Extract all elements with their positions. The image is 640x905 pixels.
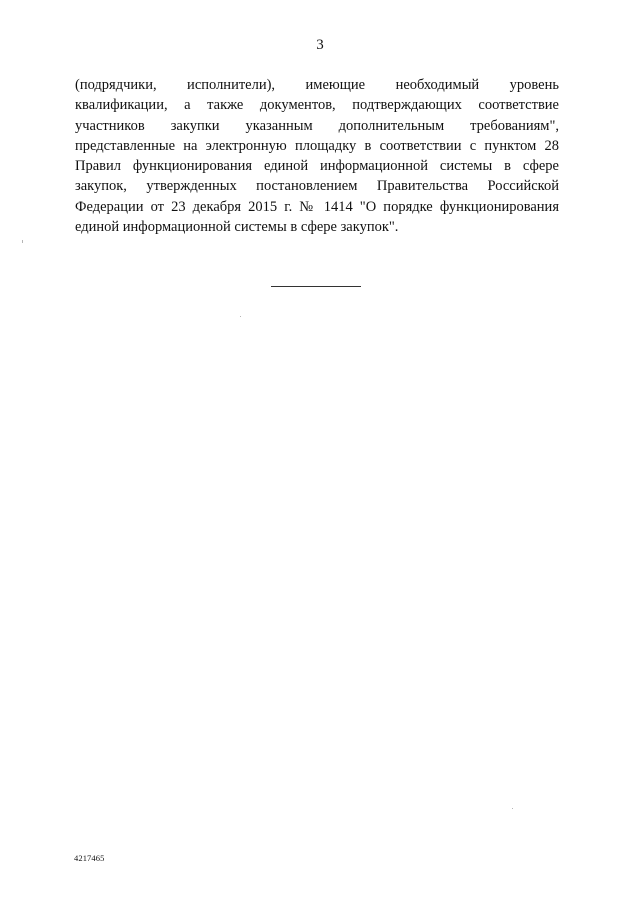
page-number: 3 [316,37,324,53]
end-of-text-rule [271,286,361,287]
document-code: 4217465 [74,853,105,863]
paragraph-line: единой информационной системы в сфере закупок". [75,219,399,236]
paragraph-line: представленные на электронную площадку в соответствии с пунктом 28 [75,137,559,154]
body-paragraph [75,75,559,237]
scan-speck [512,808,513,809]
scan-speck [240,316,241,317]
paragraph-line: (подрядчики, исполнители), имеющие необходимый уровень [75,77,559,93]
paragraph-line: участников закупки указанным дополнительным требованиям", [75,117,559,134]
paragraph-line: закупок, утвержденных постановлением Правительства Российской [75,178,559,195]
paragraph-line: Правил функционирования единой информационной системы в сфере [75,158,559,175]
paragraph-line: Федерации от 23 декабря 2015 г. № 1414 "О порядке функционирования [75,198,559,215]
scan-speck [22,240,23,243]
paragraph-line: квалификации, а также документов, подтверждающих соответствие [75,97,559,114]
